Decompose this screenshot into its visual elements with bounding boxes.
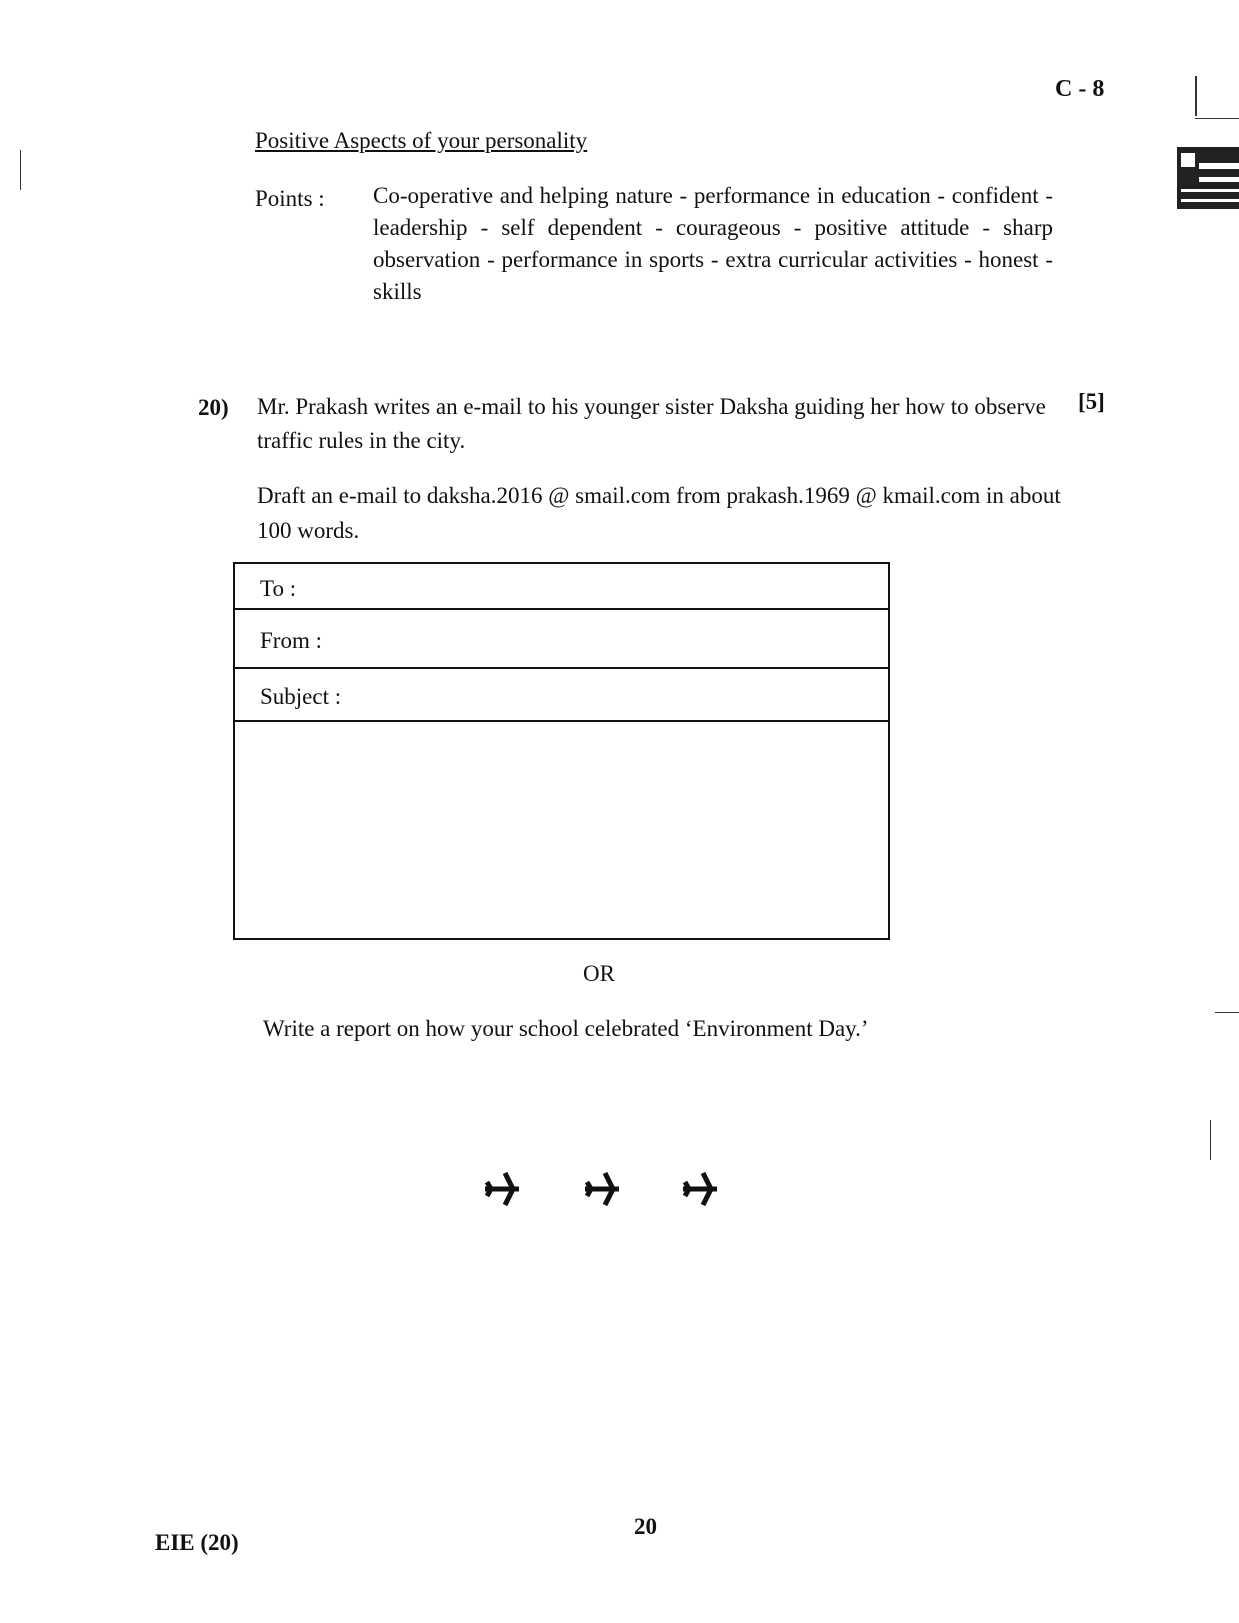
edge-mark [20,150,21,190]
page-number: 20 [634,1514,657,1539]
edge-mark [1210,1120,1211,1160]
points-label: Points : [255,186,325,211]
alternative-question: Write a report on how your school celebrated ‘Environment Day.’ [263,1016,869,1041]
airplane-icon [585,1173,619,1205]
page-code: C - 8 [1055,76,1105,102]
airplane-icon [485,1173,519,1205]
email-to-row[interactable] [235,564,888,610]
question-marks: [5] [1078,389,1105,414]
edge-mark [1215,1012,1239,1013]
end-marker [483,1164,743,1214]
email-body-area[interactable] [235,722,888,938]
email-form-box [233,562,890,940]
question-instruction: Draft an e-mail to daksha.2016 @ smail.com from prakash.1969 @ kmail.com in about 100 words. [257,483,1061,543]
question-text: Mr. Prakash writes an e-mail to his younger sister Daksha guiding her how to observe traffic rules in the city. [257,394,1046,453]
email-to-label: To : [260,576,297,601]
email-from-row[interactable] [235,610,888,669]
scan-mark [1175,143,1239,213]
points-text: Co-operative and helping nature - performance in education - confident - leadership - self dependent - courageous - positive attitude - sharp observation - performance in sports - extra curricular activities - honest - skills [373,183,1053,304]
edge-mark [1195,118,1239,119]
section-heading: Positive Aspects of your personality [255,128,588,153]
edge-mark [1195,76,1197,116]
question-number: 20) [198,395,229,420]
or-separator: OR [583,961,615,986]
airplane-icon [683,1173,717,1205]
email-subject-row[interactable] [235,669,888,722]
email-subject-label: Subject : [260,684,342,709]
paper-code: EIE (20) [155,1530,239,1555]
email-from-label: From : [260,628,322,653]
